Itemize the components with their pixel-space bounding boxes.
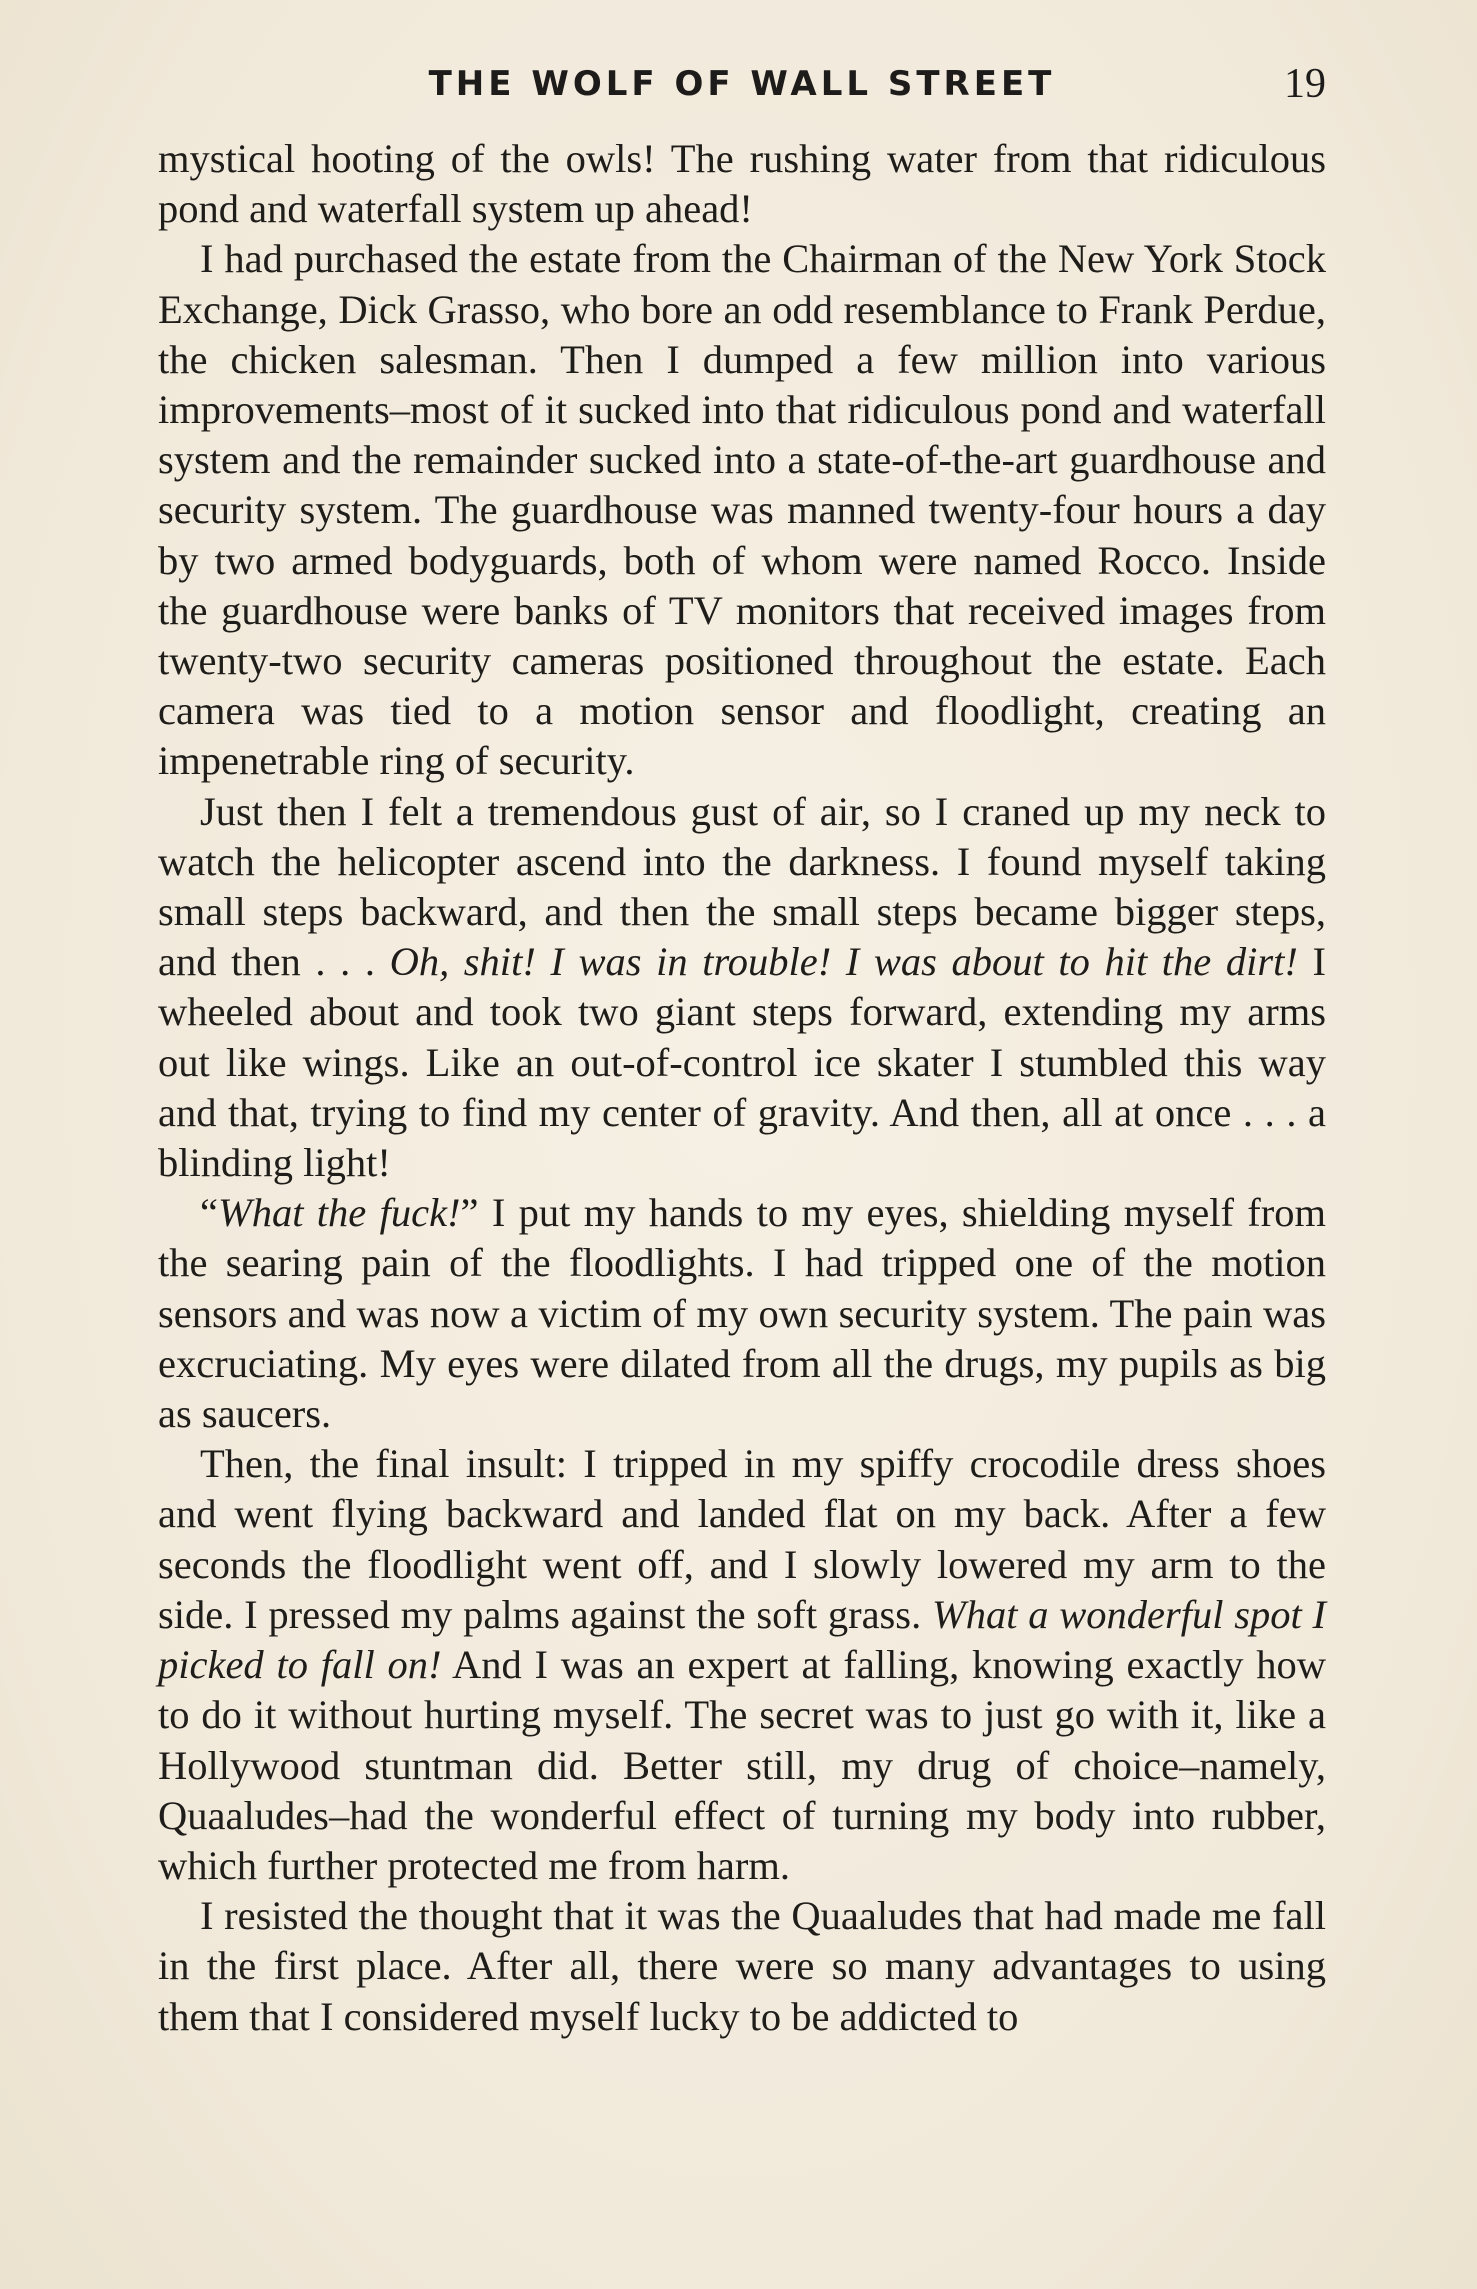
paragraph xyxy=(158,234,1326,786)
open-quote: “ xyxy=(200,1190,218,1236)
paragraph xyxy=(158,1891,1326,2042)
paragraph-text: I had purchased the estate from the Chairman of the New York Stock Exchange, Dick Grasso, who bore an odd resemblance to Frank Perdue, the chicken salesman. Then I dumped a few million into various improvements–most of it sucked into that ridiculous pond and waterfall system and the remainder sucked into a state-of-the-art guardhouse and security system. The guardhouse was manned twenty-four hours a day by two armed bodyguards, both of whom were named Rocco. Inside the guardhouse were banks of TV monitors that received images from twenty-two security cameras positioned throughout the estate. Each camera was tied to a motion sensor and floodlight, creating an impenetrable ring of security. xyxy=(158,236,1326,784)
body-text xyxy=(158,134,1326,2042)
paragraph-text: And I was an expert at falling, knowing exactly how to do it without hurting myself. The secret was to just go with it, like a Hollywood stuntman did. Better still, my drug of choice–namely, Quaaludes–had the wonderful effect of turning my body into rubber, which further protected me from harm. xyxy=(158,1642,1326,1888)
paragraph-text: Just then I felt a tremendous gust of air, so I craned up my neck to watch the helicopter ascend into the darkness. I found myself taking small steps backward, and then the small steps became bigger steps, and then . . . xyxy=(158,788,1326,985)
paragraph xyxy=(158,134,1326,234)
running-title: THE WOLF OF WALL STREET xyxy=(428,64,1056,104)
paragraph xyxy=(158,787,1326,1189)
italic-thought: What a wonderful spot I picked to fall on! xyxy=(158,1591,1327,1688)
paragraph-text: I resisted the thought that it was the Quaaludes that had made me fall in the first place. After all, there were so many advantages to using them that I considered myself lucky to be addicted to xyxy=(158,1893,1326,2039)
paragraph xyxy=(158,1188,1326,1439)
paragraph-text: I wheeled about and took two giant steps forward, extending my arms out like wings. Like an out-of-control ice skater I stumbled this way and that, trying to find my center of gravity. And then, all at once . . . a blinding light! xyxy=(158,939,1326,1186)
page-number: 19 xyxy=(1284,61,1326,107)
paragraph-text: Then, the final insult: I tripped in my spiffy crocodile dress shoes and went flying backward and landed flat on my back. After a few seconds the floodlight went off, and I slowly lowered my arm to the side. I pressed my palms against the soft grass. xyxy=(158,1441,1326,1637)
italic-thought: Oh, shit! I was in trouble! I was about to hit the dirt! xyxy=(389,939,1298,985)
paragraph-text: mystical hooting of the owls! The rushing water from that ridiculous pond and waterfall system up ahead! xyxy=(158,136,1326,232)
italic-exclamation: What the fuck! xyxy=(217,1190,461,1236)
paragraph xyxy=(158,1439,1326,1891)
page-header xyxy=(158,56,1326,112)
paragraph-text: ” I put my hands to my eyes, shielding myself from the searing pain of the floodlights. I had tripped one of the motion sensors and was now a victim of my own security system. The pain was excruciating. My eyes were dilated from all the drugs, my pupils as big as saucers. xyxy=(158,1190,1326,1437)
